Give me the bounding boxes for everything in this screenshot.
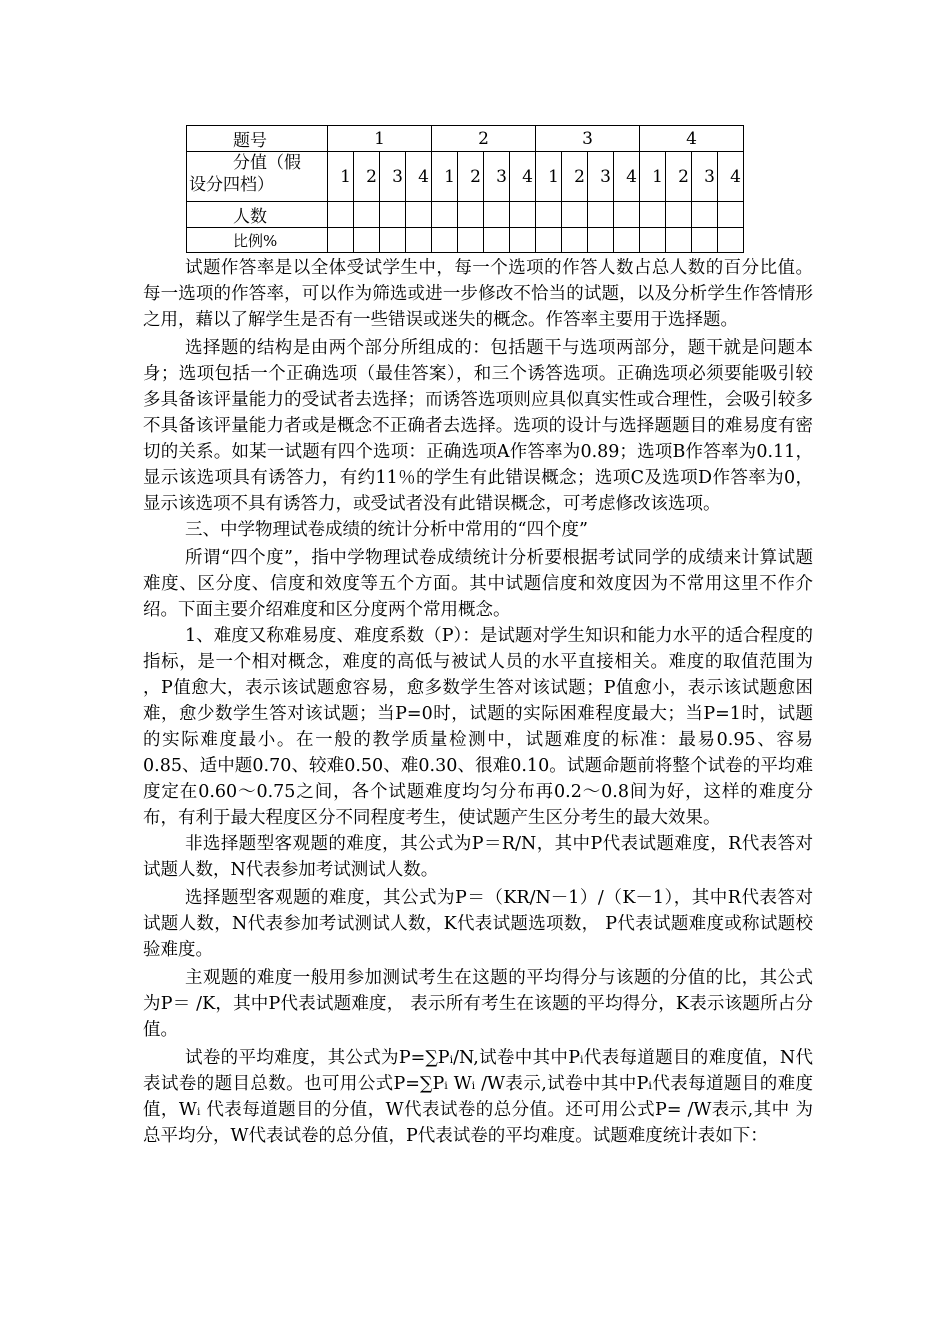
empty-cell	[536, 202, 562, 228]
score-cell: 4	[510, 152, 536, 202]
score-cell: 2	[562, 152, 588, 202]
score-cell: 1	[640, 152, 666, 202]
empty-cell	[458, 202, 484, 228]
paragraph-four-degrees: 所谓“四个度”，指中学物理试卷成绩统计分析要根据考试同学的成绩来计算试题难度、区分度、信度和效度等五个方面。其中试题信度和效度因为不常用这里不作介绍。下面主要介绍难度和区分度两个常用概念。	[143, 548, 813, 620]
empty-cell	[640, 228, 666, 253]
row-label-score-line2: 设分四档）	[189, 175, 274, 195]
paragraph-choice-difficulty: 选择题型客观题的难度，其公式为P＝（KR/N－1）/（K－1），其中R代表答对试题人数，N代表参加考试测试人数，K代表试题选项数， P代表试题难度或称试题校验难度。	[143, 888, 813, 960]
row-label-people: 人数	[187, 202, 328, 228]
table-row-ratio	[187, 228, 744, 253]
empty-cell	[510, 202, 536, 228]
empty-cell	[562, 228, 588, 253]
paragraph-non-choice-difficulty: 非选择题型客观题的难度，其公式为P＝R/N，其中P代表试题难度，R代表答对试题人数，N代表参加考试测试人数。	[143, 834, 813, 880]
score-cell: 3	[692, 152, 718, 202]
empty-cell	[458, 228, 484, 253]
empty-cell	[692, 202, 718, 228]
empty-cell	[536, 228, 562, 253]
empty-cell	[484, 202, 510, 228]
row-label-score	[187, 152, 328, 202]
empty-cell	[328, 228, 354, 253]
row-label-ratio: 比例%	[187, 228, 328, 253]
empty-cell	[588, 202, 614, 228]
score-cell: 1	[536, 152, 562, 202]
paragraph-subjective-difficulty: 主观题的难度一般用参加测试考生在这题的平均得分与该题的分值的比，其公式为P＝ /K，其中P代表试题难度， 表示所有考生在该题的平均得分，K表示该题所占分值。	[143, 968, 813, 1040]
empty-cell	[640, 202, 666, 228]
score-cell: 4	[614, 152, 640, 202]
empty-cell	[354, 202, 380, 228]
empty-cell	[432, 228, 458, 253]
score-cell: 3	[484, 152, 510, 202]
paragraph-answer-rate: 试题作答率是以全体受试学生中，每一个选项的作答人数占总人数的百分比值。每一选项的作答率，可以作为筛选或进一步修改不恰当的试题，以及分析学生作答情形之用，藉以了解学生是否有一些错误或迷失的概念。作答率主要用于选择题。	[143, 258, 813, 330]
score-cell: 4	[406, 152, 432, 202]
answer-rate-table	[186, 125, 744, 253]
empty-cell	[406, 202, 432, 228]
empty-cell	[562, 202, 588, 228]
empty-cell	[380, 228, 406, 253]
score-cell: 2	[458, 152, 484, 202]
score-cell: 3	[380, 152, 406, 202]
question-2-header: 2	[432, 126, 536, 152]
empty-cell	[666, 228, 692, 253]
score-cell: 1	[328, 152, 354, 202]
paragraph-difficulty-definition: 1、难度又称难易度、难度系数（P）：是试题对学生知识和能力水平的适合程度的指标，是一个相对概念，难度的高低与被试人员的水平直接相关。难度的取值范围为 ，P值愈大，表示该试题愈容易，愈多数学生答对该试题；P值愈小，表示该试题愈困难，愈少数学生答对该试题；当P=0时，试题的实际困难程度最大；当P=1时，试题的实际难度最小。在一般的教学质量检测中，试题难度的标准：最易0.95、容易0.85、适中题0.70、较难0.50、难0.30、很难0.10。试题命题前将整个试卷的平均难度定在0.60～0.75之间，各个试题难度均匀分布再0.2～0.8间为好，这样的难度分布，有利于最大程度区分不同程度考生，使试题产生区分考生的最大效果。	[143, 626, 813, 828]
score-cell: 2	[354, 152, 380, 202]
question-4-header: 4	[640, 126, 744, 152]
score-cell: 4	[718, 152, 744, 202]
question-3-header: 3	[536, 126, 640, 152]
empty-cell	[328, 202, 354, 228]
empty-cell	[588, 228, 614, 253]
row-label-number: 题号	[187, 126, 328, 152]
empty-cell	[666, 202, 692, 228]
empty-cell	[406, 228, 432, 253]
empty-cell	[354, 228, 380, 253]
score-cell: 2	[666, 152, 692, 202]
paragraph-paper-average-difficulty: 试卷的平均难度，其公式为P=∑Pᵢ/N,试卷中其中Pᵢ代表每道题目的难度值，N代表试卷的题目总数。也可用公式P=∑Pᵢ Wᵢ /W表示,试卷中其中Pᵢ代表每道题目的难度值，Wᵢ 代表每道题目的分值，W代表试卷的总分值。还可用公式P= /W表示,其中 为总平均分，W代表试卷的总分值，P代表试卷的平均难度。试题难度统计表如下：	[143, 1048, 813, 1146]
empty-cell	[510, 228, 536, 253]
body-text	[143, 255, 813, 1149]
table-row-question-number	[187, 126, 744, 152]
paragraph-choice-structure: 选择题的结构是由两个部分所组成的：包括题干与选项两部分，题干就是问题本身；选项包括一个正确选项（最佳答案），和三个诱答选项。正确选项必须要能吸引较多具备该评量能力的受试者去选择；而诱答选项则应具似真实性或合理性，会吸引较多不具备该评量能力者或是概念不正确者去选择。选项的设计与选择题题目的难易度有密切的关系。如某一试题有四个选项：正确选项A作答率为0.89；选项B作答率为0.11，显示该选项具有诱答力，有约11％的学生有此错误概念；选项C及选项D作答率为0，显示该选项不具有诱答力，或受试者没有此错误概念，可考虑修改该选项。	[143, 338, 813, 514]
empty-cell	[718, 228, 744, 253]
empty-cell	[380, 202, 406, 228]
table-row-people	[187, 202, 744, 228]
empty-cell	[484, 228, 510, 253]
empty-cell	[718, 202, 744, 228]
empty-cell	[692, 228, 718, 253]
question-1-header: 1	[328, 126, 432, 152]
empty-cell	[432, 202, 458, 228]
row-label-score-line1: 分值（假	[233, 153, 301, 173]
table-row-score	[187, 152, 744, 202]
section-heading-four-degrees: 三、中学物理试卷成绩的统计分析中常用的“四个度”	[185, 520, 588, 540]
score-cell: 3	[588, 152, 614, 202]
empty-cell	[614, 228, 640, 253]
empty-cell	[614, 202, 640, 228]
score-cell: 1	[432, 152, 458, 202]
